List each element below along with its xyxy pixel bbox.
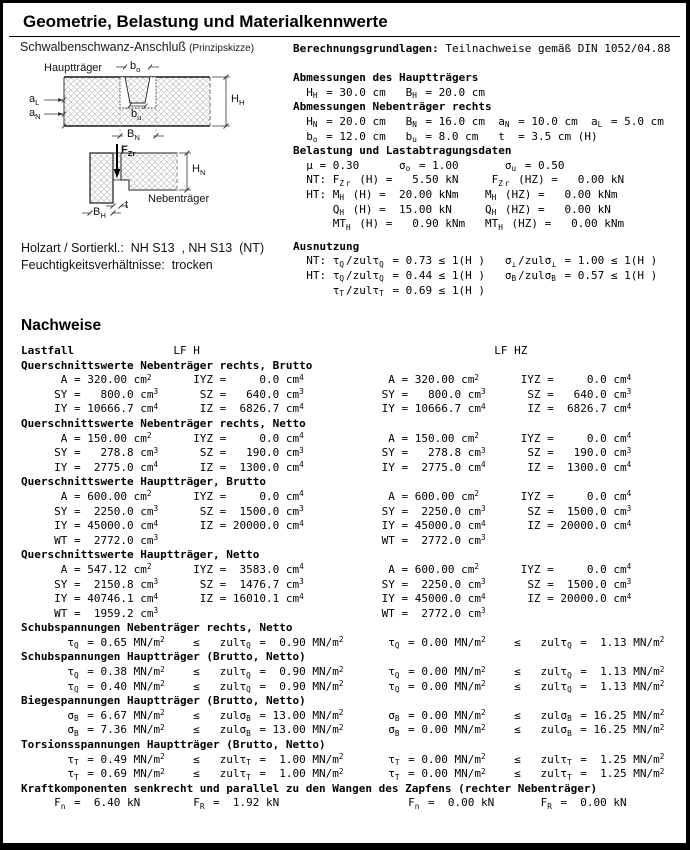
holzart-line: Holzart / Sortierkl.: NH S13 , NH S13 (NT) — [21, 241, 265, 255]
table-row — [21, 519, 687, 534]
label-a-n: $a_N$ — [29, 107, 41, 122]
row-right-cell: A = 150.00 $cm^2$ IYZ = 0.0 $cm^4$ — [375, 431, 632, 445]
label-f-zr: $F_{Zr}$ — [121, 144, 136, 159]
section-title: Querschnittswerte Nebenträger rechts, Brutto — [21, 358, 313, 372]
material-info — [21, 240, 264, 274]
table-row — [21, 592, 687, 607]
row-right-cell: $\tau_Q = 0.00$ $MN/m^2$ ≤ zulτ$_Q$ = 1.13 $MN/m^2$ — [375, 635, 665, 651]
nachweise-table — [21, 344, 687, 811]
label-a-l: $a_L$ — [29, 93, 40, 108]
label-b-h: $B_H$ — [93, 206, 106, 221]
row-right-cell: SY = 2250.0 $cm^3$ SZ = 1500.0 $cm^3$ — [375, 504, 632, 518]
row-left-cell: $\sigma_B = 7.36$ $MN/m^2$ ≤ zulσ$_B$ = 13.00 $MN/m^2$ — [21, 722, 344, 738]
row-left-cell: WT = 2772.0 $cm^3$ — [21, 533, 159, 547]
row-right-cell: $F_n = 0.00$ kN $F_R = 0.00$ kN — [375, 796, 627, 811]
section-title: Schubspannungen Nebenträger rechts, Netto — [21, 621, 293, 635]
row-right-cell: $\sigma_B = 0.00$ $MN/m^2$ ≤ zulσ$_B$ = 16.25 $MN/m^2$ — [375, 708, 665, 724]
table-row — [21, 680, 687, 695]
label-nebentraeger: Nebenträger — [148, 193, 210, 205]
subtitle-note: (Prinzipskizze) — [189, 43, 255, 54]
section-title: Schubspannungen Hauptträger (Brutto, Netto) — [21, 650, 306, 664]
table-row — [21, 636, 687, 651]
lastfall-row — [21, 344, 687, 359]
row-right-cell: $\sigma_B = 0.00$ $MN/m^2$ ≤ zulσ$_B$ = 16.25 $MN/m^2$ — [375, 722, 665, 738]
row-left-cell: SY = 2250.0 $cm^3$ SZ = 1500.0 $cm^3$ — [21, 504, 304, 518]
belastung-line-5: $MT_H$ (H) = 0.90 kNm $MT_H$ (HZ) = 0.00 kNm — [293, 217, 625, 232]
row-right-cell: A = 600.00 $cm^2$ IYZ = 0.0 $cm^4$ — [375, 562, 632, 576]
basis-value: Teilnachweise gemäß DIN 1052/04.88 — [438, 42, 671, 55]
table-row — [21, 446, 687, 461]
row-left-cell: IY = 40746.1 $cm^4$ IZ = 16010.1 $cm^4$ — [21, 591, 304, 606]
ausnutzung-line-1: NT: $\tau_Q$ /zulτ$_Q$ = 0.73 ≤ 1(H ) $\sigma_\perp$ /zulσ$_\perp$ = 1.00 ≤ 1(H ) — [293, 254, 658, 269]
label-b-o: $b_o$ — [130, 60, 141, 75]
ausnutzung-line-2: HT: $\tau_Q$ /zulτ$_Q$ = 0.44 ≤ 1(H ) $\sigma_B$ /zulσ$_B$ = 0.57 ≤ 1(H ) — [293, 268, 658, 284]
row-right-cell: IY = 45000.0 $cm^4$ IZ = 20000.0 $cm^4$ — [375, 591, 632, 606]
row-left-cell: $\tau_T = 0.69$ $MN/m^2$ ≤ zulτ$_T$ = 1.00 $MN/m^2$ — [21, 766, 344, 782]
table-row — [21, 388, 687, 403]
sketch-drawing — [17, 60, 297, 238]
table-row — [21, 796, 687, 811]
principle-sketch — [17, 60, 297, 238]
subtitle-text: Schwalbenschwanz-Anschluß — [20, 40, 187, 54]
table-row — [21, 578, 687, 593]
row-left-cell: SY = 2150.8 $cm^3$ SZ = 1476.7 $cm^3$ — [21, 577, 304, 591]
row-right-cell: A = 320.00 $cm^2$ IYZ = 0.0 $cm^4$ — [375, 372, 632, 387]
section-title: Querschnittswerte Hauptträger, Brutto — [21, 475, 267, 489]
spacer-line — [293, 57, 689, 72]
subtitle — [20, 40, 254, 54]
abm-nt-heading: Abmessungen Nebenträger rechts — [293, 100, 492, 114]
row-left-cell: A = 600.00 $cm^2$ IYZ = 0.0 $cm^4$ — [21, 489, 304, 503]
row-left-cell: SY = 800.0 $cm^3$ SZ = 640.0 $cm^3$ — [21, 387, 304, 401]
row-left-cell: SY = 278.8 $cm^3$ SZ = 190.0 $cm^3$ — [21, 445, 304, 460]
row-left-cell: WT = 1959.2 $cm^3$ — [21, 606, 159, 620]
row-left-cell: A = 547.12 $cm^2$ IYZ = 3583.0 $cm^4$ — [21, 562, 304, 576]
table-row — [21, 723, 687, 738]
abm-ht-values: $H_H = 30.0$ cm $B_H = 20.0$ cm — [293, 85, 486, 101]
label-h-n: $H_N$ — [192, 163, 206, 178]
calc-basis-block — [293, 42, 689, 298]
row-left-cell: $\tau_Q = 0.65$ $MN/m^2$ ≤ zulτ$_Q$ = 0.90 $MN/m^2$ — [21, 635, 344, 651]
lastfall-label: Lastfall — [21, 344, 74, 357]
row-left-cell: $\tau_Q = 0.38$ $MN/m^2$ ≤ zulτ$_Q$ = 0.90 $MN/m^2$ — [21, 664, 344, 680]
basis-label: Berechnungsgrundlagen: — [293, 42, 439, 55]
table-row — [21, 709, 687, 724]
label-b-u: $b_u$ — [131, 108, 142, 123]
row-right-cell: WT = 2772.0 $cm^3$ — [375, 533, 486, 547]
row-right-cell: IY = 45000.0 $cm^4$ IZ = 20000.0 $cm^4$ — [375, 518, 632, 533]
row-left-cell: $F_n = 6.40$ kN $F_R = 1.92$ kN — [21, 796, 280, 811]
section-title: Querschnittswerte Hauptträger, Netto — [21, 548, 260, 562]
section-title: Querschnittswerte Nebenträger rechts, Netto — [21, 416, 306, 430]
table-row — [21, 563, 687, 578]
row-right-cell: $\tau_T = 0.00$ $MN/m^2$ ≤ zulτ$_T$ = 1.25 $MN/m^2$ — [375, 752, 665, 768]
table-row — [21, 767, 687, 782]
label-t: t — [125, 199, 129, 211]
row-left-cell: IY = 2775.0 $cm^4$ IZ = 1300.0 $cm^4$ — [21, 460, 304, 474]
row-right-cell: IY = 10666.7 $cm^4$ IZ = 6826.7 $cm^4$ — [375, 401, 632, 416]
table-row — [21, 373, 687, 388]
row-left-cell: $\tau_T = 0.49$ $MN/m^2$ ≤ zulτ$_T$ = 1.00 $MN/m^2$ — [21, 752, 344, 768]
table-row — [21, 432, 687, 447]
row-left-cell: $\sigma_B = 6.67$ $MN/m^2$ ≤ zulσ$_B$ = 13.00 $MN/m^2$ — [21, 708, 344, 724]
row-left-cell: A = 320.00 $cm^2$ IYZ = 0.0 $cm^4$ — [21, 372, 304, 387]
section-title: Kraftkomponenten senkrecht und parallel zu den Wangen des Zapfens (rechter Nebenträger) — [21, 781, 598, 795]
lastfall-left — [21, 344, 375, 359]
belastung-line-4: $Q_H$ (H) = 15.00 kN $Q_H$ (HZ) = 0.00 kN — [293, 202, 611, 217]
row-right-cell: WT = 2772.0 $cm^3$ — [375, 606, 486, 620]
belastung-line-3: HT: $M_H$ (H) = 20.00 kNm $M_H$ (HZ) = 0.00 kNm — [293, 187, 618, 203]
table-row — [21, 461, 687, 476]
spacer — [293, 232, 689, 240]
row-right-cell: A = 600.00 $cm^2$ IYZ = 0.0 $cm^4$ — [375, 489, 632, 503]
section-title: Torsionsspannungen Hauptträger (Brutto, Netto) — [21, 738, 326, 752]
table-row — [21, 534, 687, 549]
belastung-line-2: NT: $F_Z$ $_r$ (H) = 5.50 kN $F_Z$ $_r$ (HZ) = 0.00 kN — [293, 173, 625, 188]
label-b-n: $B_N$ — [127, 128, 140, 143]
label-hauptraeger: Hauptträger — [44, 62, 103, 74]
table-row — [21, 490, 687, 505]
nachweise-heading: Nachweise — [21, 317, 102, 334]
abm-nt-values-2: $b_o = 12.0$ cm $b_u = 8.0$ cm t = 3.5 cm (H) — [293, 129, 598, 145]
basis-line — [293, 42, 689, 57]
ausnutzung-heading: Ausnutzung — [293, 239, 360, 253]
lf-h-label: LF H — [73, 344, 200, 357]
row-right-cell: SY = 278.8 $cm^3$ SZ = 190.0 $cm^3$ — [375, 445, 632, 460]
page-title: Geometrie, Belastung und Materialkennwerte — [23, 12, 388, 31]
table-row — [21, 402, 687, 417]
row-left-cell: IY = 45000.0 $cm^4$ IZ = 20000.0 $cm^4$ — [21, 518, 304, 533]
row-right-cell: $\tau_T = 0.00$ $MN/m^2$ ≤ zulτ$_T$ = 1.25 $MN/m^2$ — [375, 766, 665, 782]
label-h-h: $H_H$ — [231, 93, 245, 108]
table-row — [21, 665, 687, 680]
table-row — [21, 505, 687, 520]
row-right-cell: SY = 2250.0 $cm^3$ SZ = 1500.0 $cm^3$ — [375, 577, 632, 591]
row-right-cell: $\tau_Q = 0.00$ $MN/m^2$ ≤ zulτ$_Q$ = 1.13 $MN/m^2$ — [375, 664, 665, 680]
row-right-cell: $\tau_Q = 0.00$ $MN/m^2$ ≤ zulτ$_Q$ = 1.13 $MN/m^2$ — [375, 679, 665, 695]
row-right-cell: SY = 800.0 $cm^3$ SZ = 640.0 $cm^3$ — [375, 387, 632, 401]
title-divider — [9, 36, 680, 37]
row-left-cell: A = 150.00 $cm^2$ IYZ = 0.0 $cm^4$ — [21, 431, 304, 445]
row-left-cell: $\tau_Q = 0.40$ $MN/m^2$ ≤ zulτ$_Q$ = 0.90 $MN/m^2$ — [21, 679, 344, 695]
feuchte-line: Feuchtigkeitsverhältnisse: trocken — [21, 258, 213, 272]
abm-nt-values-1: $H_N = 20.0$ cm $B_N = 16.0$ cm $a_N = 10.0$ cm $a_L = 5.0$ cm — [293, 114, 664, 130]
table-row — [21, 607, 687, 622]
lf-hz-label: LF HZ — [375, 344, 528, 357]
ausnutzung-line-3: $\tau_T$ /zulτ$_T$ = 0.69 ≤ 1(H ) — [293, 283, 486, 298]
row-left-cell: IY = 10666.7 $cm^4$ IZ = 6826.7 $cm^4$ — [21, 401, 304, 416]
section-title: Biegespannungen Hauptträger (Brutto, Netto) — [21, 694, 306, 708]
abm-ht-heading: Abmessungen des Hauptträgers — [293, 71, 479, 85]
row-right-cell: IY = 2775.0 $cm^4$ IZ = 1300.0 $cm^4$ — [375, 460, 632, 474]
table-row — [21, 753, 687, 768]
belastung-line-1: μ = 0.30 $\sigma_o = 1.00$ $\sigma_u = 0.50$ — [293, 158, 565, 174]
belastung-heading: Belastung und Lastabtragungsdaten — [293, 144, 512, 158]
